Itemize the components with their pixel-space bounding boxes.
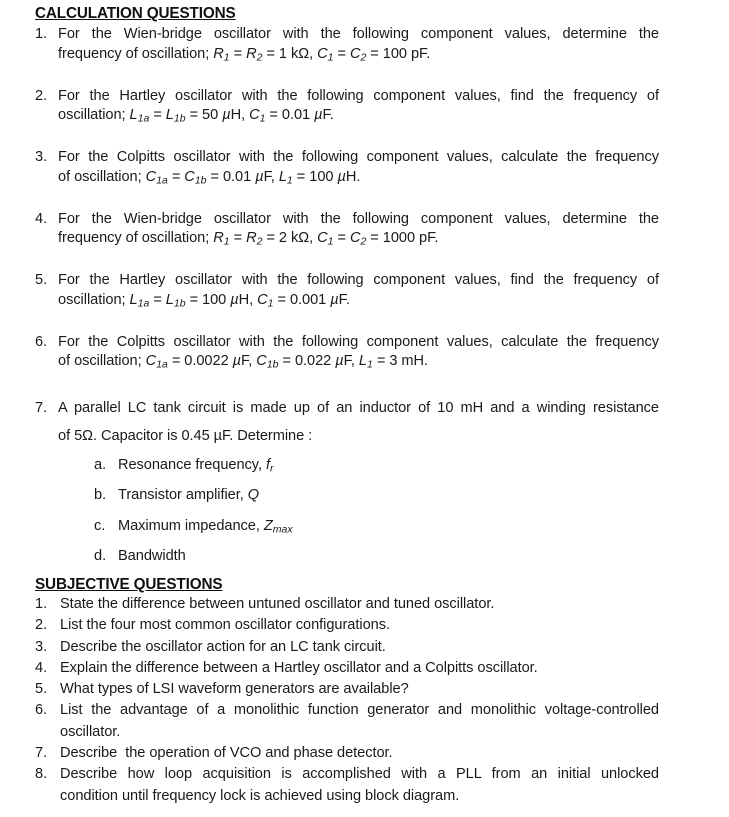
line2-prefix: of oscillation; bbox=[58, 353, 146, 370]
unit-microfarad: µF. bbox=[330, 291, 350, 308]
question-line-1: List the four most common oscillator configurations. bbox=[60, 617, 390, 634]
sub-list-marker: a. bbox=[94, 457, 107, 473]
value-C: 0.01 bbox=[222, 168, 252, 185]
unit-microfarad: µF. bbox=[314, 107, 334, 124]
question-line-1: For the Wien-bridge oscillator with the following component values, determine the bbox=[58, 210, 659, 227]
symbol-C2: $C_2$ bbox=[349, 45, 367, 63]
subjective-question-7 bbox=[33, 743, 659, 764]
symbol-C2: $C_2$ bbox=[349, 230, 367, 248]
symbol-L1: $L_1$ bbox=[278, 168, 293, 186]
symbol-C1: $C_1$ bbox=[257, 291, 274, 309]
symbol-Q: Q bbox=[247, 487, 260, 504]
sub-question-d bbox=[94, 543, 659, 570]
question-line-1: Explain the difference between a Hartley oscillator and a Colpitts oscillator. bbox=[60, 659, 538, 676]
calculation-questions-list bbox=[33, 25, 659, 570]
symbol-L1b: $L_{1b}$ bbox=[165, 107, 186, 125]
sub-question-text: Bandwidth bbox=[118, 547, 186, 564]
value-L: 100 bbox=[202, 291, 227, 308]
value-C: 0.001 bbox=[289, 291, 327, 308]
calculation-question-4 bbox=[33, 210, 659, 253]
symbol-L1a: $L_{1a}$ bbox=[129, 107, 150, 125]
question-line-2: oscillation; $L_{1a} = L_{1b} = 100$ µH, $C_1 = 0.001$ µF. bbox=[58, 291, 350, 309]
symbol-C1: $C_1$ bbox=[317, 230, 334, 248]
symbol-C1a: $C_{1a}$ bbox=[145, 353, 168, 371]
value-C1a: 0.0022 bbox=[184, 353, 229, 370]
list-marker: 6. bbox=[35, 702, 48, 719]
question-line-1: For the Wien-bridge oscillator with the following component values, determine the bbox=[58, 26, 659, 42]
value-C: 1000 pF. bbox=[382, 230, 439, 247]
symbol-L1b: $L_{1b}$ bbox=[165, 291, 186, 309]
question-line-2: condition until frequency lock is achieved using block diagram. bbox=[60, 787, 460, 804]
unit-microhenry: µH. bbox=[337, 168, 361, 185]
symbol-fr: $f_r$ bbox=[265, 457, 274, 475]
value-L: 3 mH. bbox=[389, 353, 428, 370]
symbol-C1: $C_1$ bbox=[249, 107, 266, 125]
list-marker: 3. bbox=[35, 149, 48, 165]
subjective-question-8 bbox=[33, 764, 659, 807]
sub-question-text: Maximum impedance, bbox=[118, 517, 264, 534]
unit-microhenry: µH bbox=[222, 107, 242, 124]
list-marker: 1. bbox=[35, 26, 48, 42]
calculation-question-7 bbox=[33, 394, 659, 570]
line2-prefix: frequency of oscillation; bbox=[58, 45, 214, 62]
unit-microfarad: µF, bbox=[255, 168, 275, 185]
list-marker: 2. bbox=[35, 87, 48, 104]
question-line-2: of oscillation; $C_{1a} = C_{1b} = 0.01$ µF, $L_1 = 100$ µH. bbox=[58, 168, 361, 186]
value-R: 1 kΩ bbox=[278, 45, 310, 62]
symbol-R1: $R_1$ bbox=[213, 45, 230, 63]
subjective-question-6 bbox=[33, 700, 659, 743]
calculation-question-2 bbox=[33, 87, 659, 130]
subjective-question-1 bbox=[33, 594, 659, 615]
list-marker: 5. bbox=[35, 272, 48, 288]
symbol-R2: $R_2$ bbox=[246, 230, 263, 248]
value-C: 0.01 bbox=[281, 107, 311, 124]
question-line-2: frequency of oscillation; $R_1 = R_2 = 1$ kΩ, $C_1 = C_2 = 100$ pF. bbox=[58, 45, 431, 63]
unit-microhenry: µH, bbox=[230, 291, 254, 308]
subjective-questions-list bbox=[33, 594, 659, 807]
question-line-2: oscillation; $L_{1a} = L_{1b} = 50$ µH, $C_1 = 0.01$ µF. bbox=[58, 107, 334, 125]
line2-prefix: oscillation; bbox=[58, 107, 130, 124]
question-line-1: State the difference between untuned oscillator and tuned oscillator. bbox=[60, 596, 495, 612]
symbol-C1b: $C_{1b}$ bbox=[184, 168, 207, 186]
calculation-questions-heading: CALCULATION QUESTIONS bbox=[35, 5, 236, 22]
value-C: 100 pF. bbox=[382, 45, 431, 62]
question-line-2: oscillator. bbox=[60, 723, 121, 740]
question-line-1: For the Hartley oscillator with the following component values, find the frequency of bbox=[58, 272, 659, 288]
list-marker: 7. bbox=[35, 400, 48, 416]
sub-list-marker: d. bbox=[94, 547, 107, 564]
question-line-1: For the Colpitts oscillator with the following component values, calculate the frequency bbox=[58, 333, 659, 350]
list-marker: 2. bbox=[35, 617, 48, 634]
sub-question-text: Resonance frequency, bbox=[118, 457, 266, 473]
value-R: 2 kΩ bbox=[278, 230, 310, 247]
question-line-2: of oscillation; $C_{1a} = 0.0022$ µF, $C_{1b} = 0.022$ µF, $L_1 = 3$ mH. bbox=[58, 353, 428, 371]
unit-microfarad-1: µF, bbox=[232, 353, 253, 370]
line2-prefix: frequency of oscillation; bbox=[58, 230, 214, 247]
list-marker: 7. bbox=[35, 745, 48, 762]
question-line-1: Describe the operation of VCO and phase detector. bbox=[60, 745, 393, 762]
calculation-question-1 bbox=[33, 25, 659, 68]
question-line-2: frequency of oscillation; $R_1 = R_2 = 2$ kΩ, $C_1 = C_2 = 1000$ pF. bbox=[58, 230, 439, 248]
question-line-1: What types of LSI waveform generators are available? bbox=[60, 681, 409, 698]
question-line-1: For the Hartley oscillator with the following component values, find the frequency of bbox=[58, 87, 659, 104]
symbol-C1b: $C_{1b}$ bbox=[256, 353, 279, 371]
symbol-R2: $R_2$ bbox=[246, 45, 263, 63]
symbol-Zmax: $Z_{max}$ bbox=[263, 517, 293, 535]
sub-question-c bbox=[94, 513, 659, 543]
sub-question-a bbox=[94, 452, 659, 482]
question-line-1: List the advantage of a monolithic function generator and monolithic voltage-controlled bbox=[60, 702, 659, 719]
list-marker: 1. bbox=[35, 596, 48, 612]
list-marker: 4. bbox=[35, 210, 48, 227]
value-L: 50 bbox=[202, 107, 219, 124]
sub-list-marker: c. bbox=[94, 517, 106, 534]
symbol-R1: $R_1$ bbox=[213, 230, 230, 248]
value-L: 100 bbox=[309, 168, 334, 185]
symbol-L1a: $L_{1a}$ bbox=[129, 291, 150, 309]
calculation-question-5 bbox=[33, 271, 659, 314]
value-C1b: 0.022 bbox=[294, 353, 332, 370]
calculation-question-3 bbox=[33, 148, 659, 191]
subjective-questions-heading: SUBJECTIVE QUESTIONS bbox=[35, 576, 223, 593]
list-marker: 6. bbox=[35, 333, 48, 350]
question-line-1: A parallel LC tank circuit is made up of an inductor of 10 mH and a winding resistance bbox=[58, 400, 659, 416]
question-7-sub-list bbox=[58, 452, 659, 570]
symbol-L1: $L_1$ bbox=[358, 353, 373, 371]
subjective-question-3 bbox=[33, 637, 659, 658]
question-line-2: of 5Ω. Capacitor is 0.45 µF. Determine : bbox=[58, 428, 313, 444]
line2-prefix: of oscillation; bbox=[58, 168, 146, 185]
sub-list-marker: b. bbox=[94, 487, 107, 504]
question-line-1: Describe the oscillator action for an LC tank circuit. bbox=[60, 638, 386, 655]
question-line-1: Describe how loop acquisition is accomplished with a PLL from an initial unlocked bbox=[60, 766, 659, 783]
calculation-question-6 bbox=[33, 333, 659, 376]
question-line-1: For the Colpitts oscillator with the following component values, calculate the frequency bbox=[58, 149, 659, 165]
line2-prefix: oscillation; bbox=[58, 291, 130, 308]
subjective-question-2 bbox=[33, 615, 659, 636]
list-marker: 3. bbox=[35, 638, 48, 655]
list-marker: 5. bbox=[35, 681, 48, 698]
list-marker: 4. bbox=[35, 659, 48, 676]
subjective-question-5 bbox=[33, 679, 659, 700]
symbol-C1a: $C_{1a}$ bbox=[145, 168, 168, 186]
sub-question-text: Transistor amplifier, bbox=[118, 487, 248, 504]
list-marker: 8. bbox=[35, 766, 48, 783]
unit-microfarad-2: µF, bbox=[335, 353, 355, 370]
subjective-question-4 bbox=[33, 658, 659, 679]
symbol-C1: $C_1$ bbox=[317, 45, 334, 63]
sub-question-b bbox=[94, 482, 659, 512]
